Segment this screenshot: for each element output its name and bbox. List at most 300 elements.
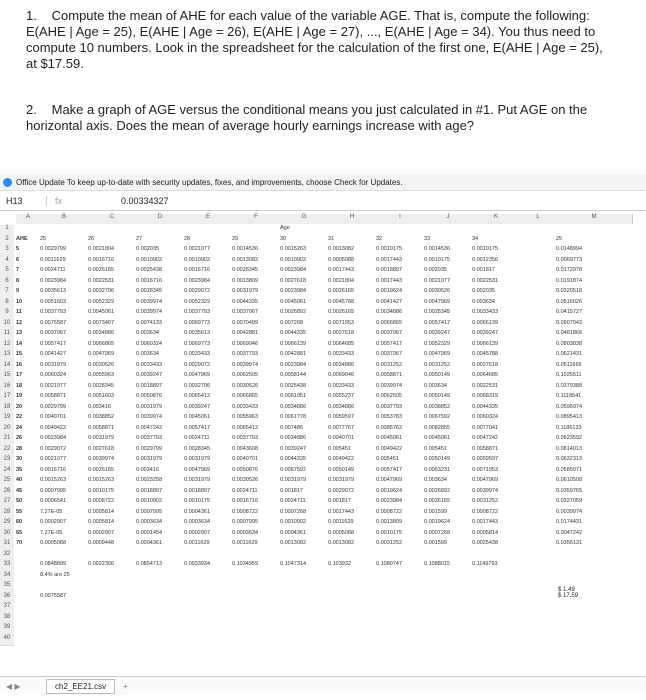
cell[interactable]: 0.0023984 [184, 277, 210, 284]
cell[interactable]: 0.0047969 [424, 351, 450, 357]
cell[interactable]: 0.0010175 [472, 246, 498, 252]
cell[interactable]: 0.0041427 [40, 351, 66, 357]
cell[interactable]: 0.0021804 [328, 277, 354, 284]
cell[interactable]: 0.0026165 [88, 466, 114, 473]
tab-nav-arrows[interactable]: ◀ ▶ [6, 681, 21, 691]
cell[interactable]: 0.0044335 [280, 456, 306, 462]
cell[interactable]: 0.0004361 [136, 540, 162, 546]
row-header[interactable]: 21 [0, 435, 14, 447]
cell[interactable]: 0.0071953 [328, 319, 354, 326]
cell[interactable]: 0.0055237 [328, 393, 354, 399]
row-header[interactable]: 33 [0, 561, 14, 573]
row-header[interactable]: 24 [0, 467, 14, 479]
cell[interactable]: 0.1088015 [424, 561, 450, 567]
cell[interactable]: 0.0034886 [328, 403, 354, 410]
cell[interactable]: 0.0047969 [376, 477, 402, 483]
cell[interactable]: 40 [16, 477, 23, 483]
cell[interactable]: 0.0051603 [88, 393, 114, 399]
cell[interactable]: 0.0045061 [424, 435, 450, 441]
cell[interactable]: 16 [16, 361, 23, 368]
column-header[interactable]: D [136, 214, 185, 224]
cell[interactable]: 0.0010902 [184, 256, 210, 263]
row-header[interactable]: 22 [0, 446, 14, 458]
cell[interactable]: 0.0025438 [280, 382, 306, 389]
cell[interactable]: 0.0047969 [88, 351, 114, 357]
row-header[interactable]: 19 [0, 414, 14, 426]
cell[interactable]: 0.0050149 [328, 466, 354, 473]
cell[interactable]: 0.0031252 [472, 498, 498, 504]
cell[interactable]: 0.0047969 [472, 477, 498, 483]
cell[interactable]: 0.0030526 [424, 288, 450, 294]
cell[interactable]: 0.0031252 [376, 540, 402, 546]
cell[interactable]: 0.1149793 [472, 561, 498, 567]
cell[interactable]: 0.0039247 [472, 330, 498, 336]
cell[interactable]: 0.0040701 [232, 456, 258, 462]
cell[interactable]: 0.005451 [328, 445, 351, 452]
column-header[interactable]: I [376, 214, 425, 224]
cell[interactable]: 0.0014536 [424, 246, 450, 252]
cell[interactable]: 0.0848899 [40, 561, 66, 567]
cell[interactable]: 14 [16, 340, 23, 347]
cell[interactable]: 0.0058871 [472, 445, 498, 452]
cell[interactable]: 0.0039974 [472, 487, 498, 494]
cell[interactable]: 0.0017443 [376, 256, 402, 263]
cell[interactable]: 29 [232, 235, 239, 242]
cell[interactable]: 0.0031979 [136, 403, 162, 410]
cell[interactable]: 8 [16, 277, 20, 284]
cell[interactable]: 0.0067592 [280, 466, 306, 473]
cell[interactable]: 28 [184, 235, 191, 242]
cell[interactable]: 0.0037067 [232, 309, 258, 315]
cell[interactable]: 0.0005088 [40, 540, 66, 546]
cell[interactable]: 0.0031979 [232, 288, 258, 294]
cell[interactable]: 28 [16, 445, 23, 452]
cell[interactable]: 0.0585071 [556, 466, 582, 473]
cell[interactable]: 0.0004361 [280, 529, 306, 536]
cell[interactable]: 0.0062505 [376, 393, 402, 399]
cell[interactable]: 0.001599 [424, 540, 447, 546]
cell[interactable]: 0.0066865 [232, 393, 258, 399]
cell[interactable]: 0.0015263 [88, 477, 114, 483]
row-header[interactable]: 5 [0, 267, 14, 279]
row-header[interactable]: 18 [0, 404, 14, 416]
cell[interactable]: 0.0029072 [328, 487, 354, 494]
cell[interactable]: 0.0071953 [472, 466, 498, 473]
cell[interactable]: 0.0038852 [88, 414, 114, 420]
cell[interactable]: 0.0005814 [88, 508, 114, 515]
row-header[interactable]: 1 [0, 225, 14, 237]
cell[interactable]: 33 [424, 235, 431, 242]
cell[interactable]: 0.001817 [472, 267, 495, 273]
cell[interactable]: 0.0016716 [88, 256, 114, 263]
cell[interactable]: 0.0011629 [184, 540, 210, 546]
cell[interactable]: 0.0379388 [556, 382, 582, 389]
cell[interactable]: 0.0010175 [88, 487, 114, 494]
cell[interactable]: 0.0044335 [472, 403, 498, 410]
cell[interactable]: 0.0933934 [184, 561, 210, 567]
cell[interactable]: 0.0610508 [556, 477, 582, 483]
cell-grid[interactable] [0, 214, 646, 682]
cell[interactable]: 0.0024711 [40, 267, 66, 273]
cell[interactable]: 0.0050149 [424, 393, 450, 399]
cell[interactable]: 0.0022531 [472, 277, 498, 284]
cell[interactable]: 0.0023984 [280, 288, 306, 294]
cell[interactable]: 0.0029072 [40, 445, 66, 452]
cell[interactable]: 0.0039247 [136, 372, 162, 378]
cell[interactable]: 0.0075587 [40, 592, 66, 599]
cell[interactable]: 70 [16, 540, 23, 546]
cell[interactable]: 0.0049422 [376, 445, 402, 452]
row-header[interactable]: 13 [0, 351, 14, 363]
cell[interactable]: 0.0003634 [232, 529, 258, 536]
cell[interactable]: 0.0066139 [472, 340, 498, 347]
cell[interactable]: 0.0027618 [88, 445, 114, 452]
cell[interactable]: 7 [16, 267, 20, 273]
cell[interactable]: 0.0006541 [40, 498, 66, 504]
cell[interactable]: 0.0511666 [556, 361, 582, 368]
cell[interactable]: 0.003634 [136, 330, 159, 336]
cell[interactable]: 0.0033433 [328, 382, 354, 389]
row-header[interactable]: 34 [0, 572, 14, 584]
cell[interactable]: 0.0064685 [472, 372, 498, 378]
cell[interactable]: 0.0073407 [88, 319, 114, 326]
cell[interactable]: 0.0017443 [328, 508, 354, 515]
column-header[interactable]: B [40, 214, 89, 224]
cell[interactable]: 0.0030526 [232, 382, 258, 389]
cell[interactable]: 30 [16, 456, 23, 462]
cell[interactable]: 0.0023258 [136, 477, 162, 483]
cell[interactable]: 0.0028345 [136, 288, 162, 294]
cell[interactable]: 0.0037067 [376, 351, 402, 357]
cell[interactable]: 0.1034959 [232, 561, 258, 567]
column-header[interactable]: A [16, 214, 41, 224]
cell[interactable]: 0.0057417 [40, 340, 66, 347]
cell[interactable]: 0.0019624 [376, 288, 402, 294]
cell[interactable]: 0.0034886 [280, 435, 306, 441]
cell[interactable]: 0.0013809 [376, 519, 402, 525]
cell[interactable]: 0.1025511 [556, 372, 582, 378]
cell[interactable]: 0.0039247 [184, 403, 210, 410]
column-header[interactable]: J [424, 214, 473, 224]
cell[interactable]: 0.0026892 [424, 487, 450, 494]
cell[interactable]: 0.0031979 [40, 361, 66, 368]
cell[interactable]: 0.0010902 [136, 256, 162, 263]
cell[interactable]: 60 [16, 519, 23, 525]
cell[interactable]: 0.0037793 [184, 309, 210, 315]
row-header[interactable]: 7 [0, 288, 14, 300]
cell[interactable]: 0.0042881 [280, 351, 306, 357]
cell[interactable]: 0.0038852 [424, 403, 450, 410]
cell[interactable]: 0.0005814 [88, 519, 114, 525]
cell[interactable]: 0.0037793 [136, 435, 162, 441]
cell[interactable]: 0.0039974 [136, 298, 162, 305]
cell[interactable]: 0.0033433 [184, 351, 210, 357]
cell[interactable]: 0.0013082 [328, 540, 354, 546]
cell[interactable]: 27 [136, 235, 143, 242]
cell[interactable]: 0.0023984 [40, 277, 66, 284]
cell[interactable]: 0.0029072 [184, 288, 210, 294]
cell[interactable]: 0.0060324 [136, 340, 162, 347]
cell[interactable]: 0.0814013 [556, 445, 582, 452]
cell[interactable]: 0.003634 [424, 382, 447, 389]
cell[interactable]: 0.0031979 [280, 477, 306, 483]
cell[interactable]: 0.0070499 [232, 319, 258, 326]
cell[interactable]: 0.0058871 [40, 393, 66, 399]
name-box[interactable]: H13 [0, 196, 47, 206]
cell[interactable]: 0.0011629 [328, 519, 354, 525]
cell[interactable]: 0.0085762 [376, 424, 402, 431]
cell[interactable]: 0.0023984 [40, 435, 66, 441]
cell[interactable]: 0.0077041 [472, 424, 498, 431]
row-header[interactable]: 28 [0, 509, 14, 521]
cell[interactable]: 0.0019624 [376, 487, 402, 494]
cell[interactable]: 0.0023984 [280, 361, 306, 368]
cell[interactable]: 0.0632313 [556, 456, 582, 462]
cell[interactable]: 0.103932 [328, 561, 351, 567]
cell[interactable]: 26 [16, 435, 23, 441]
cell[interactable]: 0.0064685 [328, 340, 354, 347]
cell[interactable]: 0.0039974 [232, 361, 258, 368]
cell[interactable]: 0.0045788 [328, 298, 354, 305]
column-header[interactable]: M [556, 214, 633, 224]
cell[interactable]: 0.0028345 [424, 309, 450, 315]
cell[interactable]: 0.0415727 [556, 309, 582, 315]
cell[interactable]: 0.0029799 [136, 445, 162, 452]
cell[interactable]: 0.1080747 [376, 561, 402, 567]
cell[interactable]: 20 [16, 403, 23, 410]
cell[interactable]: 0.0061051 [280, 393, 306, 399]
cell[interactable]: 0.0059597 [328, 414, 354, 420]
cell[interactable]: 0.0327059 [556, 498, 582, 504]
cell[interactable]: 0.003634 [472, 298, 495, 305]
add-sheet-button[interactable]: + [123, 681, 128, 691]
cell[interactable]: 0.0034886 [328, 361, 354, 368]
cell[interactable]: 0.0040701 [40, 414, 66, 420]
cell[interactable]: 0.0066865 [376, 319, 402, 326]
row-header[interactable]: 2 [0, 236, 14, 248]
row-header[interactable]: 14 [0, 362, 14, 374]
cell[interactable]: 0.0039974 [376, 382, 402, 389]
row-header[interactable]: 37 [0, 603, 14, 615]
cell[interactable]: 0.0018897 [184, 487, 210, 494]
cell[interactable]: 9 [16, 288, 20, 294]
cell[interactable]: 0.0037793 [40, 309, 66, 315]
row-header[interactable]: 4 [0, 257, 14, 269]
row-header[interactable]: 12 [0, 341, 14, 353]
cell[interactable]: AHE [16, 235, 28, 242]
cell[interactable]: 0.0005814 [472, 529, 498, 536]
cell[interactable]: 22 [16, 414, 23, 420]
row-header[interactable]: 35 [0, 582, 14, 594]
cell[interactable]: 0.0029799 [40, 403, 66, 410]
cell[interactable]: 32 [376, 235, 383, 242]
cell[interactable]: 24 [16, 424, 23, 431]
cell[interactable]: 25 [556, 235, 563, 242]
cell[interactable]: 0.0320518 [556, 288, 582, 294]
cell[interactable]: 0.0047242 [472, 435, 498, 441]
cell[interactable]: 0.0075587 [40, 319, 66, 326]
cell[interactable]: 0.0623592 [556, 435, 582, 441]
cell[interactable]: 0.1118541 [556, 393, 582, 399]
cell[interactable]: 0.0047242 [136, 424, 162, 431]
cell[interactable]: 0.0037793 [232, 435, 258, 441]
cell[interactable]: 0.0058871 [88, 424, 114, 431]
column-header[interactable]: C [88, 214, 137, 224]
cell[interactable]: 0.0023984 [376, 498, 402, 504]
cell[interactable]: 0.0058144 [280, 372, 306, 378]
cell[interactable]: 0.0010175 [376, 246, 402, 252]
cell[interactable]: 0.0003634 [136, 519, 162, 525]
cell[interactable]: 0.001817 [280, 487, 303, 494]
row-header[interactable]: 9 [0, 309, 14, 321]
cell[interactable]: 0.0021077 [40, 382, 66, 389]
cell[interactable]: 0.0045788 [472, 351, 498, 357]
cell[interactable]: 0.001817 [328, 498, 351, 504]
cell[interactable]: 0.0516026 [556, 298, 582, 305]
cell[interactable]: 0.0021804 [88, 246, 114, 252]
cell[interactable]: 0.003416 [88, 403, 111, 410]
cell[interactable]: 0.0008722 [472, 508, 498, 515]
cell[interactable]: 0.0016716 [40, 466, 66, 473]
cell[interactable]: 0.0033433 [232, 403, 258, 410]
cell[interactable]: 0.0034886 [376, 309, 402, 315]
cell[interactable]: 8.4% are 25 [40, 571, 70, 578]
cell[interactable]: 0.0026892 [280, 309, 306, 315]
cell[interactable]: 0.1047314 [280, 561, 306, 567]
cell[interactable]: 0.0047969 [424, 298, 450, 305]
row-header[interactable]: 39 [0, 624, 14, 636]
cell[interactable]: 0.0174431 [556, 519, 582, 525]
cell[interactable]: 0.0021077 [184, 246, 210, 252]
cell[interactable]: 45 [16, 487, 23, 494]
cell[interactable]: 55 [16, 508, 23, 515]
cell[interactable]: 0.0003634 [184, 519, 210, 525]
cell[interactable]: 0.0057417 [376, 340, 402, 347]
cell[interactable]: 0.0030526 [232, 477, 258, 483]
row-header[interactable]: 16 [0, 383, 14, 395]
cell[interactable]: 0.0058871 [376, 372, 402, 378]
cell[interactable]: 0.003634 [136, 351, 159, 357]
cell[interactable]: 0.0028345 [232, 267, 258, 273]
cell[interactable]: 0.0011629 [40, 256, 66, 263]
formula-input[interactable]: 0.00334327 [121, 196, 169, 206]
cell[interactable]: 0.0044335 [280, 330, 306, 336]
cell[interactable]: 0.0022531 [472, 382, 498, 389]
cell[interactable]: 0.0018897 [136, 487, 162, 494]
cell[interactable]: 0.0055963 [232, 414, 258, 420]
cell[interactable]: 0.002035 [424, 267, 447, 273]
row-header[interactable]: 23 [0, 456, 14, 468]
cell[interactable]: 0.0057417 [184, 424, 210, 431]
cell[interactable]: 0.0028345 [184, 445, 210, 452]
cell[interactable]: 0.0008722 [88, 498, 114, 504]
cell[interactable]: 0.0007995 [40, 487, 66, 494]
row-header[interactable]: 36 [0, 593, 14, 605]
column-header[interactable]: L [520, 214, 557, 224]
cell[interactable]: 0.0025438 [136, 267, 162, 273]
cell[interactable]: 0.0050149 [424, 456, 450, 462]
cell[interactable]: 0.0172978 [556, 267, 582, 273]
cell[interactable]: 0.0018897 [136, 382, 162, 389]
cell[interactable]: 0.0057417 [376, 466, 402, 473]
cell[interactable]: 0.007268 [280, 319, 303, 326]
cell[interactable]: 0.0013082 [280, 540, 306, 546]
cell[interactable]: 0.0028345 [88, 382, 114, 389]
cell[interactable]: 0.0007268 [280, 508, 306, 515]
row-header[interactable]: 27 [0, 498, 14, 510]
cell[interactable]: 0.005451 [376, 456, 399, 462]
cell[interactable]: 0.0007995 [232, 519, 258, 525]
cell[interactable]: 0.0069046 [232, 340, 258, 347]
row-header[interactable]: 8 [0, 299, 14, 311]
cell[interactable]: 0.0854713 [136, 561, 162, 567]
cell[interactable]: 0.0004361 [184, 508, 210, 515]
cell[interactable]: 0.0007268 [424, 529, 450, 536]
row-header[interactable]: 26 [0, 488, 14, 500]
cell[interactable]: 0.0008722 [376, 508, 402, 515]
cell[interactable]: 0.0019624 [424, 519, 450, 525]
cell[interactable]: 0.0013082 [232, 256, 258, 263]
cell[interactable]: 0.0045061 [184, 414, 210, 420]
cell[interactable]: 0.0052329 [88, 298, 114, 305]
cell[interactable]: 0.0013082 [328, 246, 354, 252]
cell[interactable]: 0.0001454 [136, 529, 162, 536]
cell[interactable]: 0.0045061 [376, 435, 402, 441]
cell[interactable]: 0.0062505 [232, 372, 258, 378]
cell[interactable]: 0.0057417 [424, 319, 450, 326]
cell[interactable]: 25 [40, 235, 47, 242]
cell[interactable]: 0.0026165 [328, 309, 354, 315]
cell[interactable]: 0.0053783 [376, 414, 402, 420]
cell[interactable]: 0.0018897 [376, 267, 402, 273]
cell[interactable]: 0.0027618 [280, 277, 306, 284]
cell[interactable]: 0.0481866 [556, 330, 582, 336]
row-header[interactable]: 32 [0, 551, 14, 563]
cell[interactable]: 0.0082855 [424, 424, 450, 431]
cell[interactable]: 0.0024711 [280, 498, 306, 504]
cell[interactable]: 0.0002907 [184, 529, 210, 536]
cell[interactable]: 0.0024711 [184, 435, 210, 441]
cell[interactable]: 65 [16, 529, 23, 536]
cell[interactable]: 0.0021077 [424, 277, 450, 284]
cell[interactable]: 0.0068319 [472, 393, 498, 399]
cell[interactable]: 15 [16, 351, 23, 357]
cell[interactable]: 26 [88, 235, 95, 242]
cell[interactable]: 0.0021077 [40, 456, 66, 462]
row-header[interactable]: 6 [0, 278, 14, 290]
cell[interactable]: 0.0621431 [556, 351, 582, 357]
cell[interactable]: 0.0015263 [40, 477, 66, 483]
cell[interactable]: 0.0012356 [472, 256, 498, 263]
cell[interactable]: 35 [16, 466, 23, 473]
cell[interactable]: 0.0050876 [136, 393, 162, 399]
cell[interactable]: 0.0031979 [88, 435, 114, 441]
cell[interactable]: 0.007486 [280, 424, 303, 431]
cell[interactable]: 5 [16, 246, 20, 252]
cell[interactable]: 0.0026165 [88, 267, 114, 273]
cell[interactable]: 0.0069773 [184, 340, 210, 347]
cell[interactable]: 0.0037793 [232, 351, 258, 357]
cell[interactable]: 0.0026165 [328, 288, 354, 294]
cell[interactable]: 0.0010175 [184, 498, 210, 504]
cell[interactable]: 0.0077767 [328, 424, 354, 431]
cell[interactable]: 0.0026165 [424, 498, 450, 504]
cell[interactable]: 0.0041427 [376, 298, 402, 305]
cell[interactable]: 0.0007995 [136, 508, 162, 515]
cell[interactable]: 0.0010902 [280, 256, 306, 263]
cell[interactable]: 0.003634 [424, 477, 447, 483]
cell[interactable]: 0.0039247 [280, 445, 306, 452]
